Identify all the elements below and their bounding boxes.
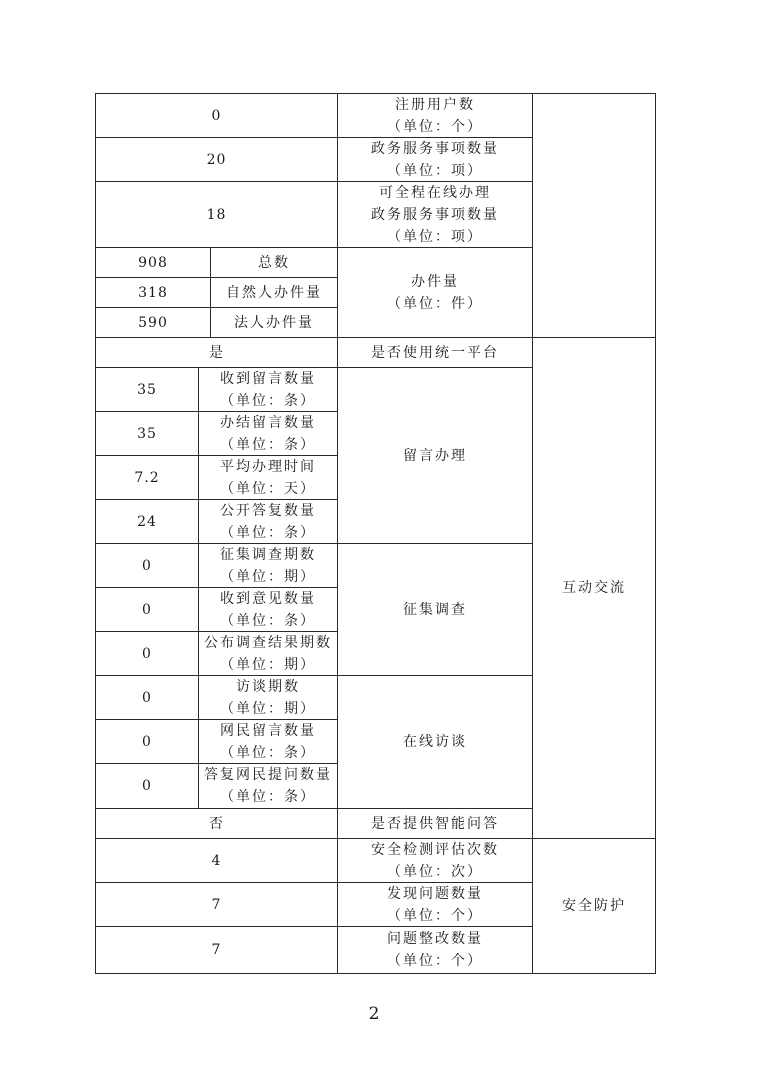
security-issues-found-value: 7: [95, 882, 338, 927]
survey-periods-label: 征集调查期数 （单位：期）: [198, 543, 338, 588]
survey-results-label: 公布调查结果期数 （单位：期）: [198, 631, 338, 676]
messages-received-label: 收到留言数量 （单位：条）: [198, 367, 338, 412]
messages-received-value: 35: [95, 367, 199, 412]
handling-legal-value: 590: [95, 307, 211, 338]
unified-platform-value: 是: [95, 337, 338, 368]
service-items-value: 20: [95, 137, 338, 182]
security-checks-value: 4: [95, 838, 338, 883]
online-items-label: 可全程在线办理 政务服务事项数量 （单位：项）: [337, 181, 533, 248]
unified-platform-label: 是否使用统一平台: [337, 337, 533, 368]
online-items-value: 18: [95, 181, 338, 248]
messages-closed-value: 35: [95, 411, 199, 456]
security-issues-fixed-label: 问题整改数量 （单位：个）: [337, 926, 533, 974]
survey-results-value: 0: [95, 631, 199, 676]
security-category: 安全防护: [532, 838, 656, 974]
smart-qa-label: 是否提供智能问答: [337, 808, 533, 839]
security-issues-fixed-value: 7: [95, 926, 338, 974]
handling-natural-label: 自然人办件量: [210, 277, 338, 308]
messages-public-reply-label: 公开答复数量 （单位：条）: [198, 499, 338, 544]
interview-periods-label: 访谈期数 （单位：期）: [198, 675, 338, 720]
service-items-label: 政务服务事项数量 （单位：项）: [337, 137, 533, 182]
registered-users-label: 注册用户数 （单位：个）: [337, 93, 533, 138]
service-category-cell: [532, 93, 656, 338]
handling-total-value: 908: [95, 247, 211, 278]
interview-replies-value: 0: [95, 763, 199, 809]
messages-avg-time-value: 7.2: [95, 455, 199, 500]
smart-qa-value: 否: [95, 808, 338, 839]
messages-public-reply-value: 24: [95, 499, 199, 544]
handling-legal-label: 法人办件量: [210, 307, 338, 338]
handling-total-label: 总数: [210, 247, 338, 278]
interview-group-label: 在线访谈: [337, 675, 533, 809]
interview-replies-label: 答复网民提问数量 （单位：条）: [198, 763, 338, 809]
messages-avg-time-label: 平均办理时间 （单位：天）: [198, 455, 338, 500]
survey-opinions-value: 0: [95, 587, 199, 632]
interview-periods-value: 0: [95, 675, 199, 720]
handling-label: 办件量 （单位：件）: [337, 247, 533, 338]
interview-messages-label: 网民留言数量 （单位：条）: [198, 719, 338, 764]
messages-closed-label: 办结留言数量 （单位：条）: [198, 411, 338, 456]
registered-users-value: 0: [95, 93, 338, 138]
survey-group-label: 征集调查: [337, 543, 533, 676]
page-number: 2: [368, 1004, 380, 1024]
handling-natural-value: 318: [95, 277, 211, 308]
security-issues-found-label: 发现问题数量 （单位：个）: [337, 882, 533, 927]
survey-opinions-label: 收到意见数量 （单位：条）: [198, 587, 338, 632]
interaction-category: 互动交流: [532, 337, 656, 839]
messages-group-label: 留言办理: [337, 367, 533, 544]
security-checks-label: 安全检测评估次数 （单位：次）: [337, 838, 533, 883]
survey-periods-value: 0: [95, 543, 199, 588]
interview-messages-value: 0: [95, 719, 199, 764]
